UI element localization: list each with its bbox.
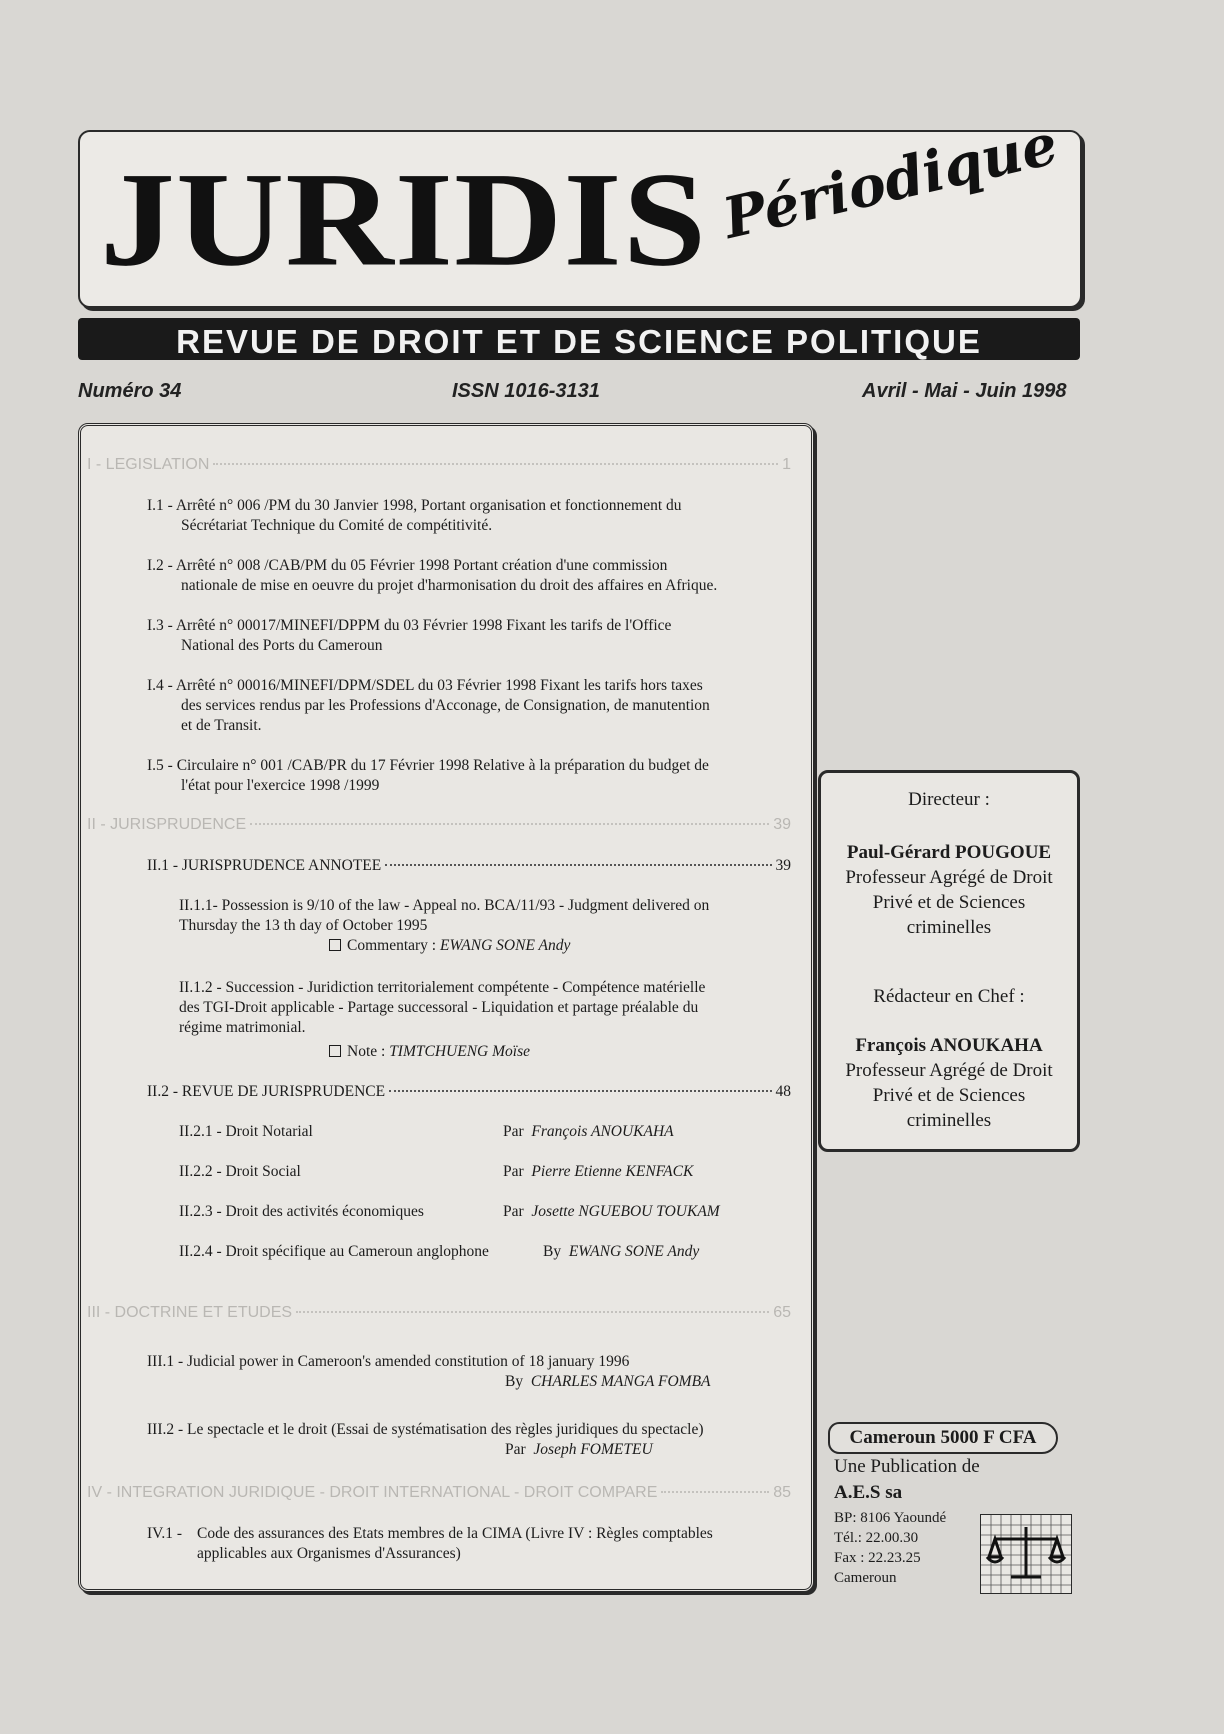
tagline-bar bbox=[78, 318, 1080, 360]
entry-line: nationale de mise en oeuvre du projet d'harmonisation du droit des affaires en Afrique. bbox=[181, 577, 718, 594]
case-note bbox=[179, 936, 791, 956]
entry-line: Code des assurances des Etats membres de la CIMA (Livre IV : Règles comptables bbox=[197, 1525, 713, 1542]
journal-title: JURIDIS bbox=[100, 144, 708, 295]
entry-line: I.2 - Arrêté n° 008 /CAB/PM du 05 Février 1998 Portant création d'une commission bbox=[147, 557, 668, 574]
entry-label: IV.1 - bbox=[147, 1525, 183, 1542]
author-name: Joseph FOMETEU bbox=[533, 1441, 653, 1458]
entry-line: I.3 - Arrêté n° 00017/MINEFI/DPPM du 03 Février 1998 Fixant les tarifs de l'Office bbox=[147, 617, 672, 634]
editorial-board bbox=[818, 770, 1080, 1152]
entry-line: III.2 - Le spectacle et le droit (Essai de systématisation des règles juridiques du spectacle) bbox=[147, 1421, 704, 1438]
subsection-page: 39 bbox=[775, 857, 791, 874]
entry-line: l'état pour l'exercice 1998 /1999 bbox=[181, 777, 380, 794]
doctrine-entry bbox=[147, 1352, 791, 1392]
editor-credential: Privé et de Sciences bbox=[872, 1085, 1026, 1106]
entry-line: I.1 - Arrêté n° 006 /PM du 30 Janvier 1998, Portant organisation et fonctionnement du bbox=[147, 497, 682, 514]
checkbox-square-icon bbox=[329, 939, 341, 951]
revue-item-label: II.2.3 - Droit des activités économiques bbox=[179, 1203, 424, 1220]
editor-title: Rédacteur en Chef : bbox=[873, 986, 1025, 1007]
note-author: EWANG SONE Andy bbox=[440, 937, 571, 954]
toc-entry bbox=[147, 756, 791, 796]
entry-line: I.5 - Circulaire n° 001 /CAB/PR du 17 Février 1998 Relative à la préparation du budget de bbox=[147, 757, 709, 774]
revue-item-label: II.2.2 - Droit Social bbox=[179, 1163, 301, 1180]
subsection-label: II.2 - REVUE DE JURISPRUDENCE bbox=[147, 1083, 386, 1100]
director-credential: Professeur Agrégé de Droit bbox=[845, 867, 1053, 888]
issue-date: Avril - Mai - Juin 1998 bbox=[862, 380, 1067, 402]
author-prefix: By bbox=[505, 1373, 524, 1390]
publisher-tel: Tél.: 22.00.30 bbox=[834, 1530, 919, 1546]
dot-leader bbox=[250, 823, 769, 825]
entry-byline bbox=[147, 1440, 791, 1460]
section-heading bbox=[87, 816, 791, 834]
entry-line-row bbox=[147, 1524, 791, 1544]
author-name: Pierre Etienne KENFACK bbox=[531, 1163, 694, 1180]
section-label: IV - INTEGRATION JURIDIQUE - DROIT INTERNATIONAL - DROIT COMPARE bbox=[87, 1484, 658, 1501]
dot-leader bbox=[385, 864, 771, 866]
editor-name: François ANOUKAHA bbox=[855, 1035, 1043, 1056]
author-prefix: Par bbox=[503, 1163, 524, 1180]
price-tag: Cameroun 5000 F CFA bbox=[828, 1422, 1058, 1454]
case-entry bbox=[179, 896, 791, 956]
author-name: EWANG SONE Andy bbox=[568, 1243, 700, 1260]
subsection-label: II.1 - JURISPRUDENCE ANNOTEE bbox=[147, 857, 382, 874]
note-label: Note : bbox=[347, 1043, 386, 1060]
entry-line: et de Transit. bbox=[181, 717, 262, 734]
scales-of-justice-icon bbox=[980, 1514, 1072, 1594]
note-author: TIMTCHUENG Moïse bbox=[389, 1043, 530, 1060]
revue-item bbox=[179, 1122, 674, 1142]
entry-line: Sécrétariat Technique du Comité de compétitivité. bbox=[181, 517, 493, 534]
editor-credential: Professeur Agrégé de Droit bbox=[845, 1060, 1053, 1081]
author-prefix: Par bbox=[503, 1203, 524, 1220]
entry-byline bbox=[147, 1372, 791, 1392]
dot-leader bbox=[296, 1311, 769, 1313]
entry-line: régime matrimonial. bbox=[179, 1019, 306, 1036]
integration-entry bbox=[147, 1524, 791, 1564]
dot-leader bbox=[389, 1090, 771, 1092]
tagline: REVUE DE DROIT ET DE SCIENCE POLITIQUE bbox=[176, 323, 982, 360]
publisher-name: A.E.S sa bbox=[834, 1482, 903, 1503]
author-prefix: Par bbox=[503, 1123, 524, 1140]
director-title: Directeur : bbox=[908, 789, 990, 810]
toc-subsection bbox=[147, 1082, 791, 1102]
section-label: I - LEGISLATION bbox=[87, 456, 210, 473]
revue-item-label: II.2.4 - Droit spécifique au Cameroun anglophone bbox=[179, 1243, 489, 1260]
toc-subsection bbox=[147, 856, 791, 876]
note-label: Commentary : bbox=[347, 937, 437, 954]
toc-entry bbox=[147, 676, 791, 736]
section-label: II - JURISPRUDENCE bbox=[87, 816, 247, 833]
publisher-country: Cameroun bbox=[834, 1570, 897, 1586]
entry-line: des TGI-Droit applicable - Partage successoral - Liquidation et partage préalable du bbox=[179, 999, 699, 1016]
case-note bbox=[179, 1042, 791, 1062]
journal-subtitle-script: Périodique bbox=[717, 111, 1064, 252]
case-entry bbox=[179, 978, 791, 1062]
author-prefix: Par bbox=[505, 1441, 526, 1458]
issn: ISSN 1016-3131 bbox=[452, 380, 600, 402]
section-heading bbox=[87, 1304, 791, 1322]
entry-line: applicables aux Organismes d'Assurances) bbox=[197, 1545, 461, 1562]
dot-leader bbox=[661, 1491, 769, 1493]
section-page: 65 bbox=[773, 1304, 791, 1321]
entry-line: National des Ports du Cameroun bbox=[181, 637, 383, 654]
revue-item-label: II.2.1 - Droit Notarial bbox=[179, 1123, 313, 1140]
section-heading bbox=[87, 456, 791, 474]
director-credential: Privé et de Sciences bbox=[872, 892, 1026, 913]
author-name: CHARLES MANGA FOMBA bbox=[530, 1373, 711, 1390]
author-prefix: By bbox=[543, 1243, 562, 1260]
dot-leader bbox=[213, 463, 778, 465]
revue-item bbox=[179, 1162, 693, 1182]
masthead bbox=[78, 111, 1082, 308]
entry-line: II.1.1- Possession is 9/10 of the law - Appeal no. BCA/11/93 - Judgment delivered on bbox=[179, 897, 710, 914]
subsection-page: 48 bbox=[775, 1083, 791, 1100]
section-page: 85 bbox=[773, 1484, 791, 1501]
director-name: Paul-Gérard POUGOUE bbox=[846, 842, 1052, 863]
revue-item bbox=[179, 1242, 699, 1262]
doctrine-entry bbox=[147, 1420, 791, 1460]
entry-line: II.1.2 - Succession - Juridiction territorialement compétente - Compétence matérielle bbox=[179, 979, 706, 996]
director-credential: criminelles bbox=[906, 917, 992, 938]
editor-credential: criminelles bbox=[906, 1110, 992, 1131]
section-page: 39 bbox=[773, 816, 791, 833]
entry-line: Thursday the 13 th day of October 1995 bbox=[179, 917, 428, 934]
section-page: 1 bbox=[782, 456, 791, 473]
issue-number: Numéro 34 bbox=[78, 380, 182, 402]
revue-item bbox=[179, 1202, 720, 1222]
publisher-bp: BP: 8106 Yaoundé bbox=[834, 1510, 947, 1526]
author-name: François ANOUKAHA bbox=[531, 1123, 674, 1140]
section-heading bbox=[87, 1484, 791, 1502]
section-label: III - DOCTRINE ET ETUDES bbox=[87, 1304, 293, 1321]
publisher-line: Une Publication de bbox=[834, 1456, 980, 1477]
checkbox-square-icon bbox=[329, 1045, 341, 1057]
table-of-contents bbox=[78, 423, 814, 1592]
toc-entry bbox=[147, 556, 791, 596]
entry-line: des services rendus par les Professions d'Acconage, de Consignation, de manutention bbox=[181, 697, 710, 714]
entry-line: I.4 - Arrêté n° 00016/MINEFI/DPM/SDEL du 03 Février 1998 Fixant les tarifs hors taxes bbox=[147, 677, 703, 694]
entry-line: III.1 - Judicial power in Cameroon's amended constitution of 18 january 1996 bbox=[147, 1353, 630, 1370]
toc-entry bbox=[147, 616, 791, 656]
author-name: Josette NGUEBOU TOUKAM bbox=[531, 1203, 720, 1220]
toc-entry bbox=[147, 496, 791, 536]
publisher-fax: Fax : 22.23.25 bbox=[834, 1550, 921, 1566]
